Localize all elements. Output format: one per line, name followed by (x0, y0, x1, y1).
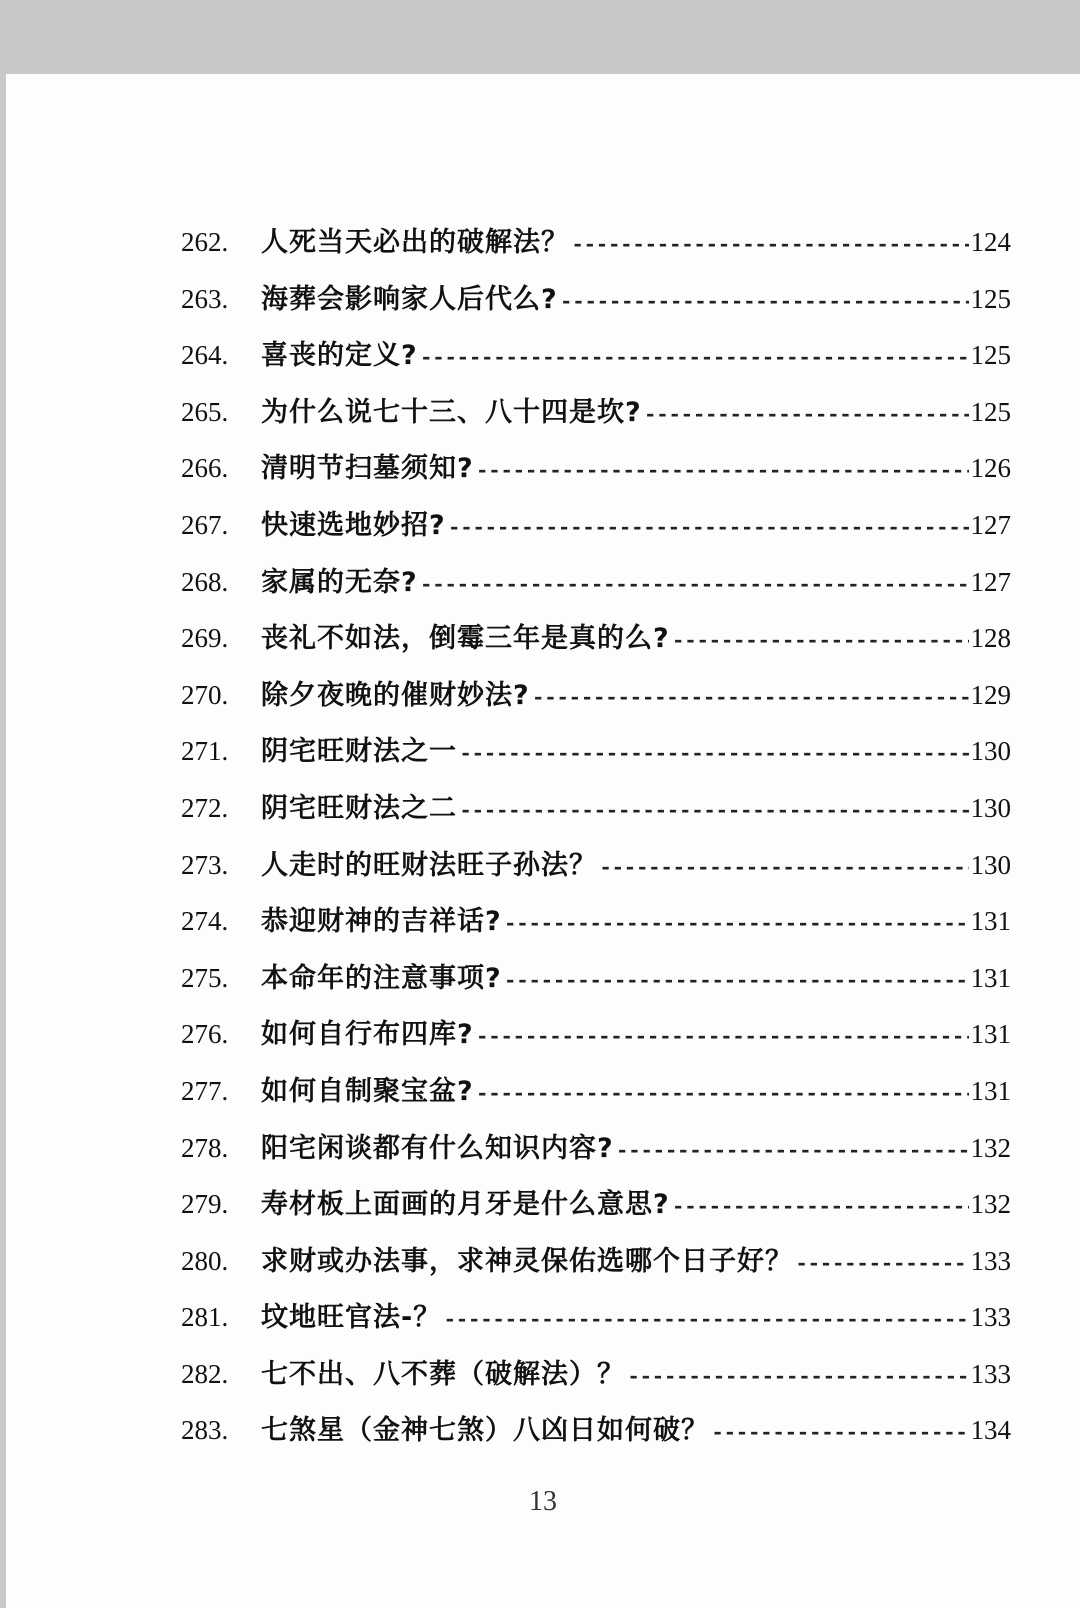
dotted-leader (504, 897, 969, 950)
entry-page-number: 134 (970, 1415, 1011, 1446)
entry-title: 家属的无奈? (261, 566, 418, 598)
dotted-leader (644, 388, 969, 441)
entry-number: 283. (181, 1415, 229, 1446)
entry-title: 如何自制聚宝盆? (261, 1075, 474, 1107)
entry-page-number: 127 (970, 509, 1011, 540)
toc-entry[interactable] (181, 950, 1011, 1007)
toc-entry[interactable] (181, 723, 1011, 780)
entry-title: 七煞星（金神七煞）八凶日如何破？ (261, 1415, 709, 1447)
entry-page-number: 125 (970, 396, 1011, 427)
entry-title: 人走时的旺财法旺子孙法？ (261, 849, 597, 881)
dotted-leader (571, 218, 969, 271)
toc-entry[interactable] (181, 610, 1011, 667)
entry-page-number: 131 (970, 906, 1011, 937)
dotted-leader (599, 841, 969, 894)
entry-page-number: 127 (970, 566, 1011, 597)
dotted-leader (459, 784, 969, 837)
toc-entry[interactable] (181, 1006, 1011, 1063)
entry-number: 271. (181, 736, 229, 767)
document-page (6, 74, 1080, 1608)
entry-number: 264. (181, 340, 229, 371)
dotted-leader (672, 1180, 969, 1233)
page-number: 13 (529, 1486, 557, 1517)
entry-page-number: 132 (970, 1189, 1011, 1220)
toc-entry[interactable] (181, 384, 1011, 441)
toc-entry[interactable] (181, 1176, 1011, 1233)
entry-title: 寿材板上面画的月牙是什么意思? (261, 1189, 670, 1221)
toc-entry[interactable] (181, 497, 1011, 554)
dotted-leader (504, 954, 969, 1007)
entry-title: 人死当天必出的破解法？ (261, 227, 569, 258)
entry-title: 坟地旺官法-？ (261, 1302, 442, 1334)
dotted-leader (476, 1010, 969, 1063)
dotted-leader (616, 1124, 969, 1177)
entry-number: 269. (181, 623, 229, 654)
entry-title: 阳宅闲谈都有什么知识内容? (261, 1132, 614, 1164)
entry-page-number: 129 (970, 679, 1011, 710)
entry-title: 恭迎财神的吉祥话? (261, 906, 502, 938)
entry-title: 阴宅旺财法之一 (261, 736, 457, 768)
entry-number: 281. (181, 1302, 229, 1333)
dotted-leader (560, 275, 969, 328)
dotted-leader (476, 1067, 969, 1120)
entry-number: 262. (181, 227, 229, 257)
entry-page-number: 133 (970, 1302, 1011, 1333)
toc-entry[interactable] (181, 780, 1011, 837)
table-of-contents (181, 214, 1011, 1459)
toc-entry[interactable] (181, 1402, 1011, 1459)
toc-entry[interactable] (181, 837, 1011, 894)
entry-number: 266. (181, 453, 229, 484)
toc-entry[interactable] (181, 1346, 1011, 1403)
toc-entry[interactable] (181, 893, 1011, 950)
dotted-leader (672, 614, 969, 667)
entry-title: 喜丧的定义? (261, 340, 418, 372)
entry-number: 276. (181, 1019, 229, 1050)
entry-page-number: 131 (970, 962, 1011, 993)
toc-entry[interactable] (181, 271, 1011, 328)
entry-title: 阴宅旺财法之二 (261, 792, 457, 824)
dotted-leader (459, 727, 969, 780)
entry-page-number: 125 (970, 283, 1011, 314)
entry-page-number: 133 (970, 1358, 1011, 1389)
entry-page-number: 126 (970, 453, 1011, 484)
entry-title: 如何自行布四库? (261, 1019, 474, 1051)
dotted-leader (476, 444, 969, 497)
toc-entry[interactable] (181, 554, 1011, 611)
entry-page-number: 131 (970, 1075, 1011, 1106)
entry-title: 本命年的注意事项? (261, 962, 502, 994)
toc-entry[interactable] (181, 214, 1011, 271)
entry-page-number: 124 (970, 227, 1011, 257)
entry-number: 274. (181, 906, 229, 937)
entry-page-number: 133 (970, 1245, 1011, 1276)
toc-entry[interactable] (181, 1289, 1011, 1346)
entry-number: 282. (181, 1358, 229, 1389)
toc-entry[interactable] (181, 667, 1011, 724)
entry-number: 265. (181, 396, 229, 427)
toc-entry[interactable] (181, 1233, 1011, 1290)
entry-number: 279. (181, 1189, 229, 1220)
entry-title: 快速选地妙招? (261, 509, 446, 541)
entry-title: 清明节扫墓须知? (261, 453, 474, 485)
entry-page-number: 130 (970, 849, 1011, 880)
entry-number: 280. (181, 1245, 229, 1276)
entry-number: 270. (181, 679, 229, 710)
toc-entry[interactable] (181, 327, 1011, 384)
dotted-leader (711, 1406, 969, 1459)
entry-page-number: 132 (970, 1132, 1011, 1163)
entry-title: 海葬会影响家人后代么? (261, 283, 558, 315)
dotted-leader (420, 558, 969, 611)
entry-number: 267. (181, 509, 229, 540)
toc-entry[interactable] (181, 1063, 1011, 1120)
dotted-leader (420, 331, 969, 384)
entry-page-number: 130 (970, 736, 1011, 767)
entry-page-number: 125 (970, 340, 1011, 371)
entry-number: 263. (181, 283, 229, 314)
dotted-leader (443, 1293, 968, 1346)
entry-number: 277. (181, 1075, 229, 1106)
entry-title: 七不出、八不葬（破解法）？ (261, 1358, 625, 1390)
entry-number: 278. (181, 1132, 229, 1163)
toc-entry[interactable] (181, 1120, 1011, 1177)
entry-title: 求财或办法事，求神灵保佑选哪个日子好？ (261, 1245, 793, 1277)
entry-title: 丧礼不如法，倒霉三年是真的么? (261, 623, 670, 655)
toc-entry[interactable] (181, 440, 1011, 497)
dotted-leader (795, 1237, 969, 1290)
entry-title: 为什么说七十三、八十四是坎? (261, 396, 642, 428)
dotted-leader (448, 501, 969, 554)
entry-page-number: 128 (970, 623, 1011, 654)
entry-number: 275. (181, 962, 229, 993)
dotted-leader (627, 1350, 969, 1403)
entry-page-number: 130 (970, 792, 1011, 823)
entry-number: 272. (181, 792, 229, 823)
dotted-leader (532, 671, 969, 724)
entry-page-number: 131 (970, 1019, 1011, 1050)
entry-number: 273. (181, 849, 229, 880)
entry-title: 除夕夜晚的催财妙法? (261, 679, 530, 711)
entry-number: 268. (181, 566, 229, 597)
